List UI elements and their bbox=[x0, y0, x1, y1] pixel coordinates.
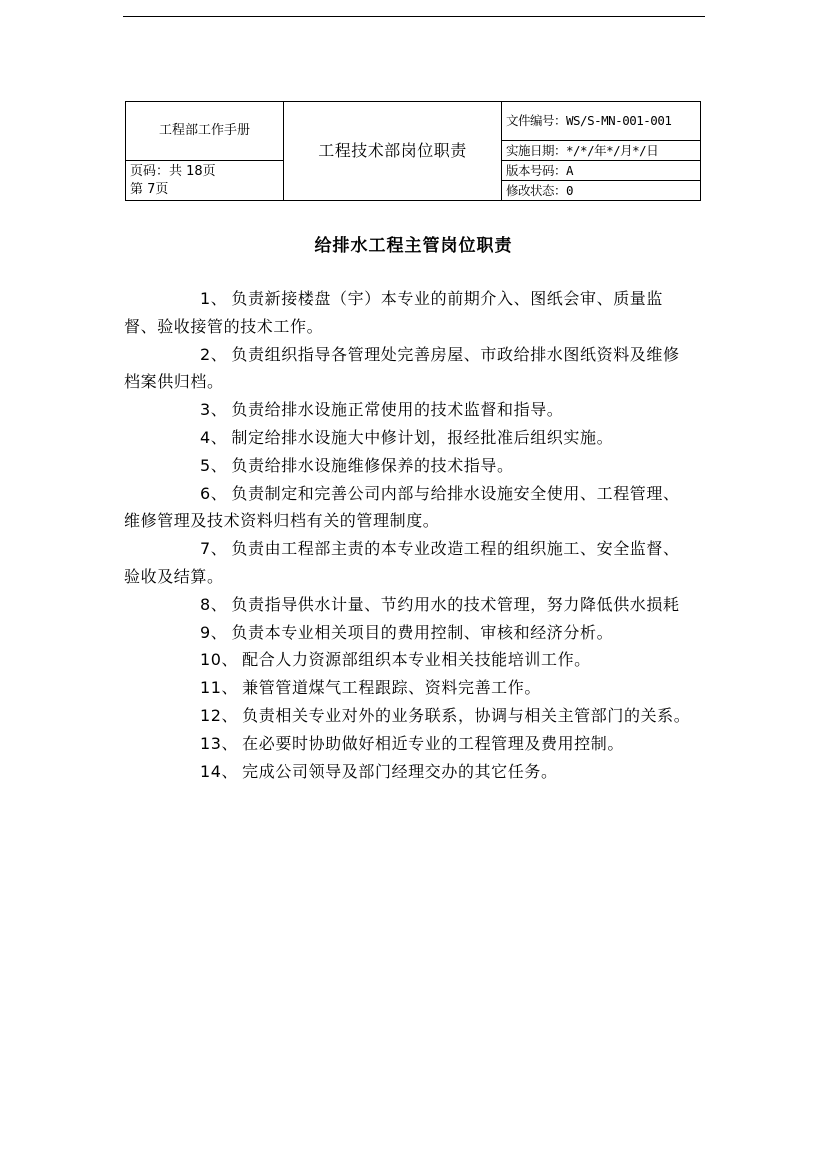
duty-text: 负责新接楼盘（宇）本专业的前期介入、图纸会审、质量监督、验收接管的技术工作。 bbox=[124, 289, 663, 336]
duty-list bbox=[124, 285, 694, 785]
duty-text: 负责本专业相关项目的费用控制、审核和经济分析。 bbox=[231, 622, 614, 642]
duty-item bbox=[124, 674, 694, 702]
manual-name: 工程部工作手册 bbox=[126, 102, 284, 161]
duty-number: 7、 bbox=[200, 539, 228, 559]
page-info bbox=[126, 161, 284, 201]
duty-item bbox=[124, 730, 694, 758]
department-title: 工程技术部岗位职责 bbox=[284, 102, 502, 201]
duty-item bbox=[124, 646, 694, 674]
duty-text: 配合人力资源部组织本专业相关技能培训工作。 bbox=[242, 650, 591, 670]
duty-item bbox=[124, 619, 694, 647]
duty-text: 制定给排水设施大中修计划，报经批准后组织实施。 bbox=[231, 427, 614, 447]
duty-number: 14、 bbox=[200, 761, 239, 781]
duty-item bbox=[124, 285, 694, 341]
duty-text: 负责给排水设施维修保养的技术指导。 bbox=[231, 455, 514, 475]
version: 版本号码：A bbox=[502, 161, 701, 181]
page-current: 第 7页 bbox=[130, 181, 169, 197]
duty-item bbox=[124, 480, 694, 536]
duty-item bbox=[124, 424, 694, 452]
duty-item bbox=[124, 396, 694, 424]
duty-number: 10、 bbox=[200, 650, 239, 670]
duty-text: 完成公司领导及部门经理交办的其它任务。 bbox=[242, 761, 558, 781]
duty-item bbox=[124, 591, 694, 619]
duty-number: 12、 bbox=[200, 705, 239, 725]
duty-number: 2、 bbox=[200, 344, 228, 364]
document-header-table bbox=[125, 101, 701, 201]
duty-item bbox=[124, 452, 694, 480]
duty-number: 5、 bbox=[200, 455, 228, 475]
duty-text: 负责给排水设施正常使用的技术监督和指导。 bbox=[231, 400, 564, 420]
duty-number: 13、 bbox=[200, 733, 239, 753]
duty-item bbox=[124, 702, 694, 730]
duty-text: 负责由工程部主责的本专业改造工程的组织施工、安全监督、验收及结算。 bbox=[124, 539, 680, 586]
duty-item bbox=[124, 341, 694, 397]
duty-text: 负责组织指导各管理处完善房屋、市政给排水图纸资料及维修档案供归档。 bbox=[124, 344, 680, 392]
revision-status: 修改状态：0 bbox=[502, 181, 701, 201]
effective-date: 实施日期：*/*/年*/月*/日 bbox=[502, 141, 701, 161]
duty-item bbox=[124, 535, 694, 591]
duty-number: 11、 bbox=[200, 678, 239, 698]
duty-item bbox=[124, 758, 694, 786]
page-title: 给排水工程主管岗位职责 bbox=[314, 236, 513, 256]
duty-text: 负责制定和完善公司内部与给排水设施安全使用、工程管理、维修管理及技术资料归档有关的管理制度。 bbox=[124, 483, 680, 531]
duty-text: 负责指导供水计量、节约用水的技术管理，努力降低供水损耗 bbox=[231, 594, 680, 614]
page-total: 页码：共 18页 bbox=[130, 163, 216, 179]
duty-number: 3、 bbox=[200, 400, 228, 420]
duty-number: 6、 bbox=[200, 483, 228, 503]
duty-number: 9、 bbox=[200, 622, 228, 642]
duty-text: 兼管管道煤气工程跟踪、资料完善工作。 bbox=[242, 678, 541, 698]
duty-number: 1、 bbox=[200, 289, 228, 308]
duty-text: 在必要时协助做好相近专业的工程管理及费用控制。 bbox=[242, 733, 624, 753]
duty-text: 负责相关专业对外的业务联系，协调与相关主管部门的关系。 bbox=[242, 705, 691, 725]
doc-number: 文件编号：WS/S-MN-001-001 bbox=[502, 102, 701, 141]
top-rule bbox=[123, 16, 705, 17]
duty-number: 8、 bbox=[200, 594, 228, 614]
duty-number: 4、 bbox=[200, 427, 228, 447]
